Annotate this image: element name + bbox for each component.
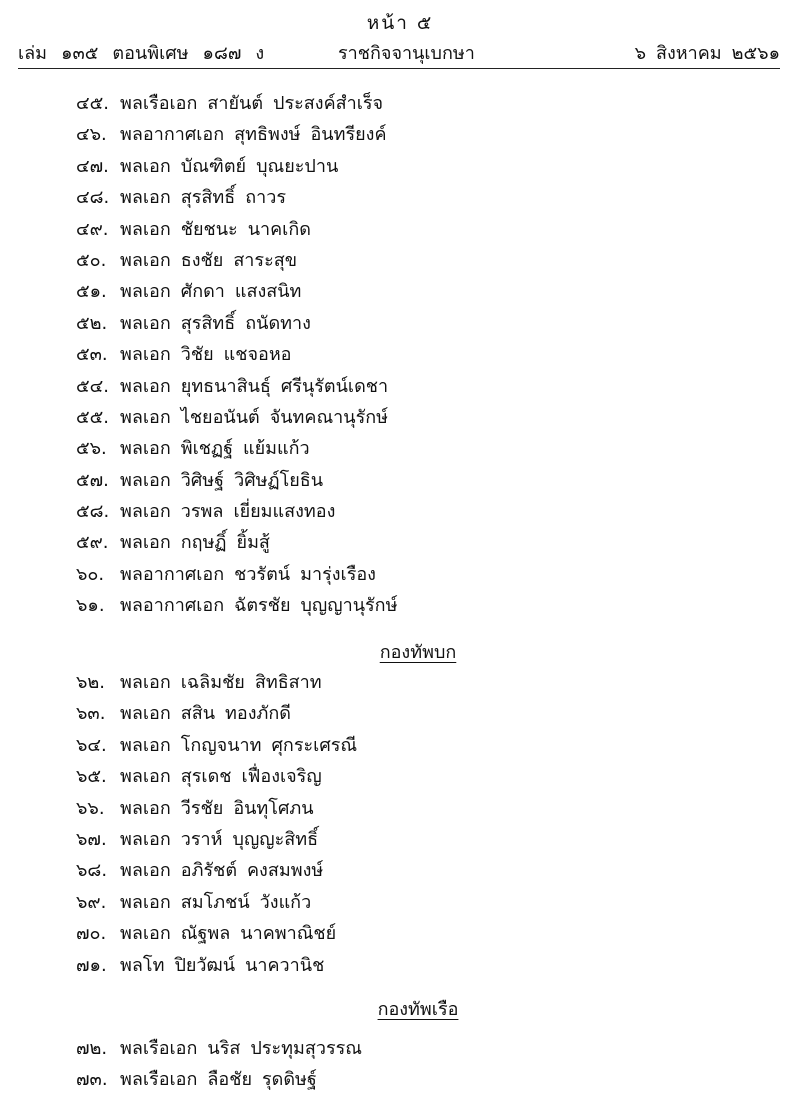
entry-number: ๖๙. — [76, 891, 107, 913]
entry-number: ๔๙. — [76, 218, 109, 240]
list-item — [76, 371, 776, 402]
entry-rank: พลเอก — [120, 187, 171, 209]
date-day: ๖ — [634, 43, 646, 64]
entry-number: ๕๐. — [76, 249, 107, 271]
entry-rank: พลเอก — [120, 218, 171, 240]
list-item — [76, 1033, 776, 1064]
entry-rank: พลเอก — [120, 891, 171, 913]
entry-last-name: บุญญะสิทธิ์ — [232, 828, 319, 850]
entry-first-name: สุทธิพงษ์ — [234, 124, 301, 146]
entry-first-name: สุรสิทธิ์ — [180, 312, 236, 334]
entry-number: ๕๕. — [76, 406, 109, 428]
entry-first-name: บัณฑิตย์ — [180, 155, 247, 177]
entry-last-name: เยี่ยมแสงทอง — [233, 501, 336, 523]
entry-last-name: แย้มแก้ว — [243, 438, 310, 460]
header-divider — [18, 68, 780, 69]
entry-first-name: ศักดา — [180, 281, 225, 303]
list-item — [76, 214, 776, 245]
section-letter: ง — [255, 43, 265, 64]
list-item — [76, 433, 776, 464]
publication-date — [625, 38, 780, 67]
entry-last-name: จันทคณานุรักษ์ — [269, 406, 389, 428]
gazette-header — [18, 38, 780, 68]
volume-number: ๑๓๕ — [61, 43, 99, 64]
entry-number: ๔๕. — [76, 93, 109, 114]
list-item — [76, 496, 776, 527]
entry-rank: พลเอก — [120, 375, 171, 397]
entry-last-name: นาคเกิด — [247, 218, 311, 240]
entry-rank: พลเรือเอก — [120, 93, 198, 114]
entry-number: ๕๖. — [76, 438, 107, 460]
entry-number: ๕๑. — [76, 281, 107, 303]
entry-number: ๖๔. — [76, 734, 107, 756]
list-item — [76, 667, 776, 698]
volume-label: เล่ม — [18, 43, 48, 64]
entry-first-name: ณัฐพล — [180, 923, 231, 945]
entry-first-name: กฤษฏิ์ — [180, 532, 227, 554]
entry-number: ๗๐. — [76, 923, 107, 945]
entry-number: ๕๘. — [76, 501, 110, 523]
entry-last-name: อินทรียงค์ — [310, 124, 387, 146]
entry-rank: พลเรือเอก — [120, 1069, 198, 1091]
entry-first-name: ชวรัตน์ — [234, 563, 291, 585]
entry-first-name: วีรชัย — [180, 797, 224, 819]
entry-rank: พลเอก — [120, 281, 171, 303]
list-item — [76, 245, 776, 276]
entry-first-name: โกญจนาท — [180, 734, 262, 756]
entry-first-name: วรพล — [180, 501, 224, 523]
entry-last-name: แชจอหอ — [223, 344, 292, 366]
list-item — [76, 182, 776, 213]
list-item — [76, 308, 776, 339]
entry-first-name: สมโภชน์ — [180, 891, 250, 913]
entry-rank: พลเอก — [120, 703, 171, 725]
list-item — [76, 698, 776, 729]
entry-rank: พลเอก — [120, 406, 171, 428]
entry-first-name: ชัยชนะ — [180, 218, 238, 240]
appointee-list-army — [76, 667, 776, 981]
section-heading-army: กองทัพบก — [379, 642, 457, 663]
entry-number: ๕๓. — [76, 344, 108, 366]
entry-number: ๕๒. — [76, 312, 108, 334]
entry-rank: พลเอก — [120, 312, 171, 334]
list-item — [76, 950, 776, 981]
list-item — [76, 824, 776, 855]
entry-rank: พลเอก — [120, 469, 171, 491]
entry-number: ๖๗. — [76, 828, 107, 850]
entry-rank: พลอากาศเอก — [120, 563, 225, 585]
entry-number: ๔๖. — [76, 124, 107, 146]
list-item — [76, 855, 776, 886]
date-month: สิงหาคม — [656, 43, 722, 64]
entry-first-name: สายันต์ — [207, 93, 264, 114]
section-heading-navy: กองทัพเรือ — [377, 999, 459, 1020]
entry-rank: พลโท — [120, 954, 165, 976]
entry-last-name: สิทธิสาท — [254, 672, 322, 693]
list-item — [76, 339, 776, 370]
list-item — [76, 730, 776, 761]
entry-number: ๖๒. — [76, 672, 106, 693]
entry-first-name: สุรเดช — [180, 766, 232, 788]
appointee-list-navy — [76, 1033, 776, 1096]
entry-number: ๕๗. — [76, 469, 109, 491]
entry-first-name: เฉลิมชัย — [180, 672, 245, 693]
entry-rank: พลเอก — [120, 828, 171, 850]
date-year: ๒๕๖๑ — [731, 43, 780, 64]
entry-first-name: สุรสิทธิ์ — [180, 187, 236, 209]
entry-rank: พลเอก — [120, 155, 171, 177]
entry-number: ๖๘. — [76, 860, 108, 882]
entry-last-name: ศุกระเศรณี — [271, 734, 358, 756]
entry-first-name: สสิน — [180, 703, 216, 725]
entry-last-name: ถาวร — [245, 187, 287, 209]
entry-last-name: ประสงค์สำเร็จ — [273, 93, 384, 114]
entry-last-name: ถนัดทาง — [245, 312, 311, 334]
entry-last-name: ประทุมสุวรรณ — [250, 1038, 362, 1059]
entry-last-name: วิศิษฏ์โยธิน — [234, 469, 324, 491]
entry-first-name: ฉัตรชัย — [234, 595, 291, 617]
entry-last-name: รุดดิษฐ์ — [262, 1069, 317, 1091]
list-item — [76, 151, 776, 182]
entry-number: ๖๓. — [76, 703, 106, 725]
gazette-title: ราชกิจจานุเบกษา — [338, 43, 475, 64]
list-item — [76, 1064, 776, 1095]
entry-last-name: ศรีนุรัตน์เดชา — [280, 375, 389, 397]
list-item — [76, 559, 776, 590]
entry-number: ๕๙. — [76, 532, 109, 554]
entry-first-name: อภิรัชต์ — [180, 860, 238, 882]
list-item — [76, 402, 776, 433]
entry-rank: พลเอก — [120, 438, 171, 460]
entry-last-name: ทองภักดี — [225, 703, 291, 725]
entry-rank: พลเอก — [120, 766, 171, 788]
entry-first-name: วิชัย — [180, 344, 214, 366]
entry-first-name: วิศิษฐ์ — [180, 469, 225, 491]
entry-last-name: สาระสุข — [233, 249, 298, 271]
entry-number: ๗๓. — [76, 1069, 108, 1091]
entry-number: ๕๔. — [76, 375, 109, 397]
entry-first-name: ยุทธนาสินธุ์ — [180, 375, 271, 397]
list-item — [76, 527, 776, 558]
entry-first-name: ไชยอนันต์ — [180, 406, 260, 428]
section-label: ตอนพิเศษ — [112, 43, 189, 64]
entry-first-name: นริส — [207, 1038, 241, 1059]
list-item — [76, 761, 776, 792]
entry-rank: พลเอก — [120, 860, 171, 882]
entry-last-name: วังแก้ว — [259, 891, 312, 913]
entry-number: ๖๖. — [76, 797, 105, 819]
entry-last-name: บุณยะปาน — [256, 155, 339, 177]
entry-rank: พลเอก — [120, 734, 171, 756]
entry-number: ๔๘. — [76, 187, 110, 209]
entry-rank: พลเอก — [120, 672, 171, 693]
list-item — [76, 276, 776, 307]
entry-rank: พลอากาศเอก — [120, 595, 225, 617]
entry-number: ๖๑. — [76, 595, 105, 617]
appointee-list-general — [76, 88, 776, 622]
entry-last-name: ยิ้มสู้ — [236, 532, 270, 554]
entry-last-name: เฟื่องเจริญ — [241, 766, 322, 788]
list-item — [76, 793, 776, 824]
list-item — [76, 887, 776, 918]
entry-last-name: คงสมพงษ์ — [247, 860, 324, 882]
section-number: ๑๘๗ — [202, 43, 242, 64]
entry-last-name: แสงสนิท — [234, 281, 302, 303]
entry-rank: พลเอก — [120, 532, 171, 554]
entry-first-name: ธงชัย — [180, 249, 224, 271]
entry-first-name: วราห์ — [180, 828, 223, 850]
entry-rank: พลอากาศเอก — [120, 124, 225, 146]
entry-rank: พลเอก — [120, 923, 171, 945]
volume-info — [18, 38, 278, 67]
page-number: หน้า ๕ — [366, 12, 434, 34]
list-item — [76, 918, 776, 949]
entry-last-name: นาคพาณิชย์ — [240, 923, 337, 945]
entry-number: ๗๒. — [76, 1038, 108, 1059]
list-item — [76, 590, 776, 621]
entry-number: ๖๕. — [76, 766, 107, 788]
list-item — [76, 465, 776, 496]
entry-last-name: มารุ่งเรือง — [300, 563, 376, 585]
entry-last-name: บุญญานุรักษ์ — [300, 595, 398, 617]
entry-number: ๔๗. — [76, 155, 109, 177]
entry-first-name: พิเชฏฐ์ — [180, 438, 234, 460]
entry-rank: พลเอก — [120, 249, 171, 271]
list-item — [76, 88, 776, 119]
entry-rank: พลเรือเอก — [120, 1038, 198, 1059]
entry-number: ๗๑. — [76, 954, 107, 976]
entry-last-name: อินทุโศภน — [233, 797, 314, 819]
entry-rank: พลเอก — [120, 344, 171, 366]
entry-last-name: นาควานิช — [245, 954, 325, 976]
entry-first-name: ปิยวัฒน์ — [174, 954, 236, 976]
entry-number: ๖๐. — [76, 563, 105, 585]
entry-rank: พลเอก — [120, 501, 171, 523]
entry-first-name: ลือชัย — [207, 1069, 252, 1091]
list-item — [76, 119, 776, 150]
entry-rank: พลเอก — [120, 797, 171, 819]
